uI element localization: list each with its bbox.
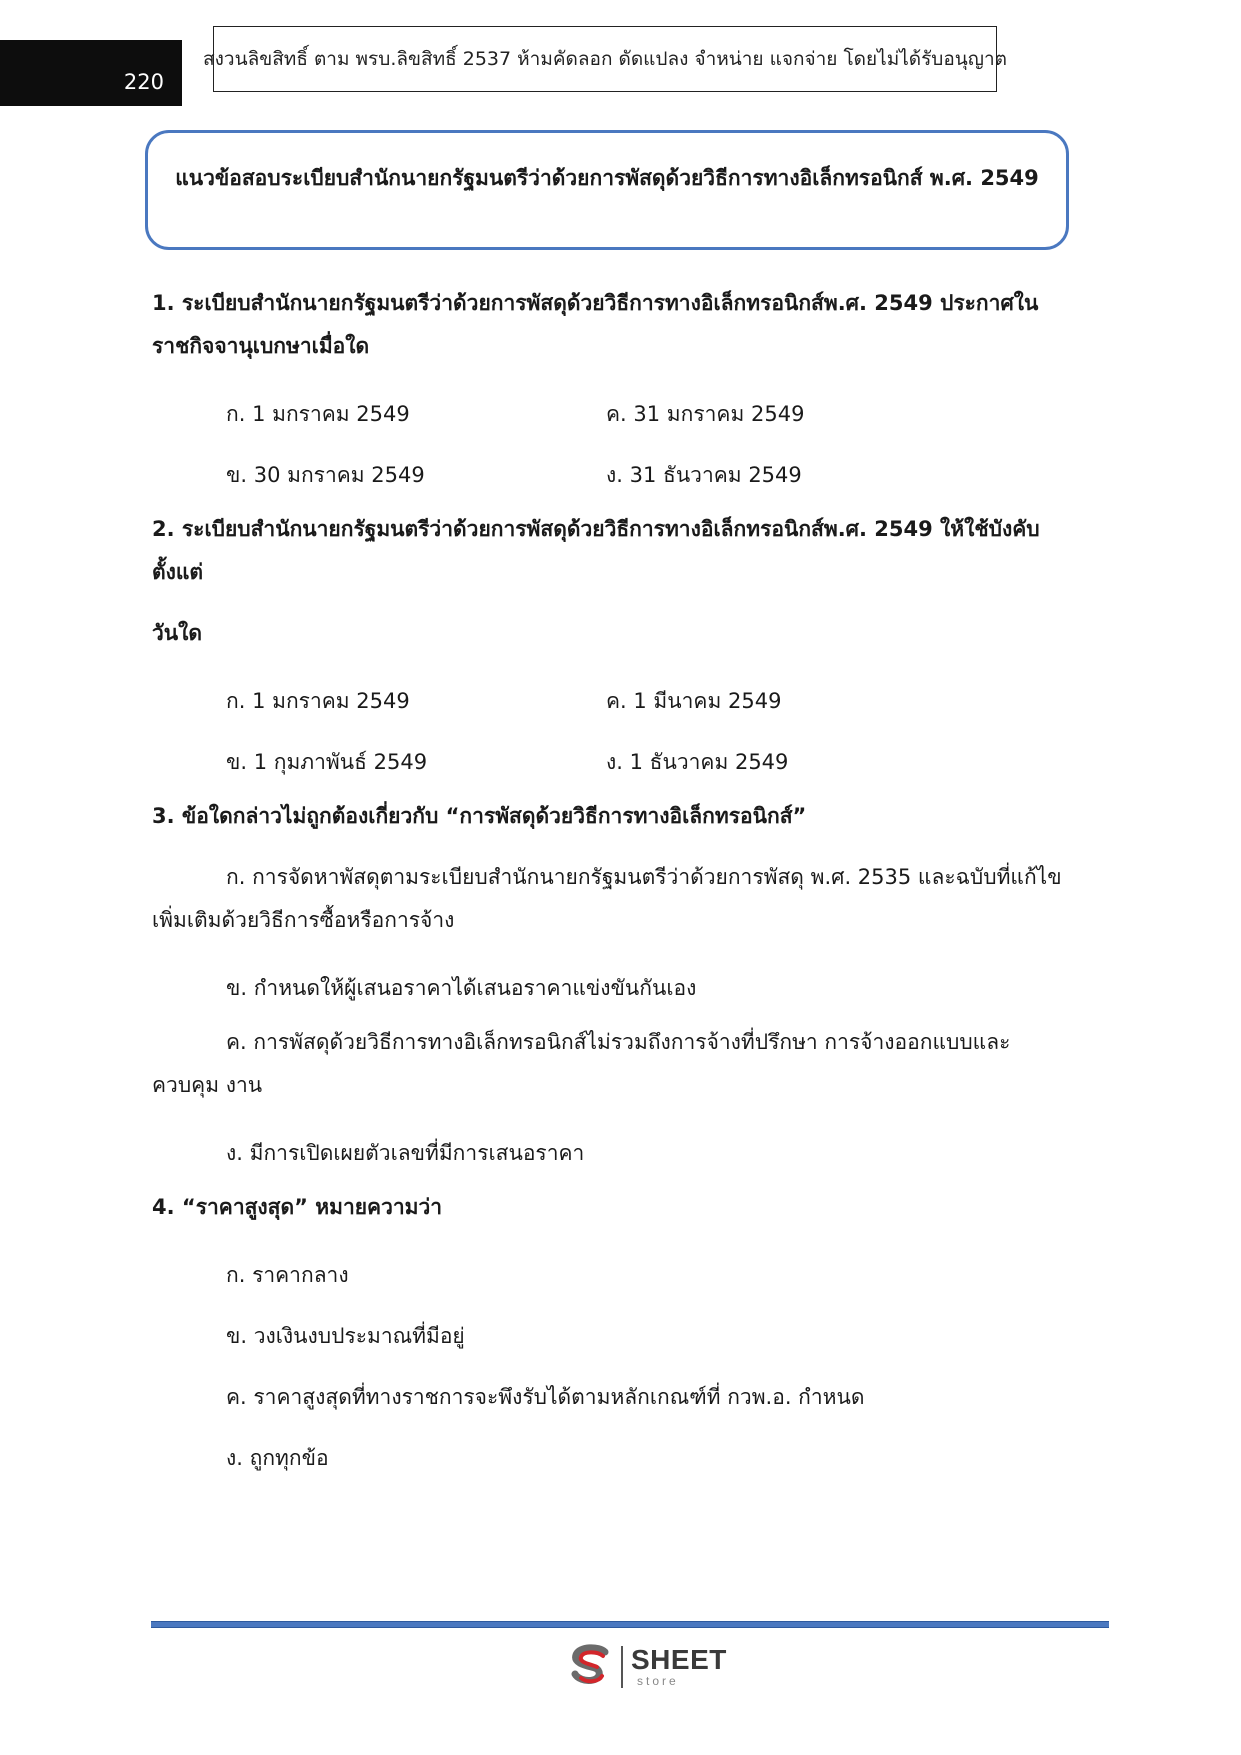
logo-subtext: store — [637, 1674, 679, 1688]
question-1-options-row-2 — [152, 447, 1062, 508]
question-1 — [152, 282, 1062, 508]
sheet-store-s-icon — [565, 1640, 617, 1692]
question-2-line-2: ตั้งแต่ — [152, 560, 204, 584]
question-2-options-row-2 — [152, 734, 1062, 795]
question-3-option-a-line-1: ก. การจัดหาพัสดุตามระเบียบสำนักนายกรัฐมนตรีว่าด้วยการพัสดุ พ.ศ. 2535 และฉบับที่แก้ไข — [226, 865, 1062, 889]
question-2-option-c: ค. 1 มีนาคม 2549 — [606, 689, 782, 713]
question-4-line-1: 4. “ราคาสูงสุด” หมายความว่า — [152, 1195, 443, 1219]
question-3-option-a-line-2: เพิ่มเติมด้วยวิธีการซื้อหรือการจ้าง — [152, 908, 455, 932]
question-3-option-c — [152, 1021, 1062, 1125]
question-3 — [152, 795, 1062, 1186]
question-4-option-a: ก. ราคากลาง — [226, 1263, 349, 1287]
question-4 — [152, 1186, 1062, 1491]
question-1-option-b: ข. 30 มกราคม 2549 — [226, 463, 425, 487]
question-2-option-b: ข. 1 กุมภาพันธ์ 2549 — [226, 750, 428, 774]
question-2-option-a: ก. 1 มกราคม 2549 — [226, 689, 410, 713]
question-1-option-a: ก. 1 มกราคม 2549 — [226, 402, 410, 426]
question-3-option-b: ข. กำหนดให้ผู้เสนอราคาได้เสนอราคาแข่งขันกันเอง — [226, 976, 697, 1000]
logo-text: SHEET — [631, 1644, 727, 1675]
question-2-option-d: ง. 1 ธันวาคม 2549 — [606, 750, 789, 774]
question-3-option-c-line-2: ควบคุม งาน — [152, 1073, 263, 1097]
question-2-line-3: วันใด — [152, 621, 203, 645]
question-1-option-c: ค. 31 มกราคม 2549 — [606, 402, 805, 426]
question-1-option-d: ง. 31 ธันวาคม 2549 — [606, 463, 802, 487]
logo-divider — [621, 1646, 623, 1688]
question-4-option-b: ข. วงเงินงบประมาณที่มีอยู่ — [226, 1324, 465, 1348]
question-3-line-1: 3. ข้อใดกล่าวไม่ถูกต้องเกี่ยวกับ “การพัสดุด้วยวิธีการทางอิเล็กทรอนิกส์” — [152, 804, 807, 828]
footer-rule — [151, 1621, 1109, 1628]
question-3-option-d: ง. มีการเปิดเผยตัวเลขที่มีการเสนอราคา — [226, 1141, 585, 1165]
question-4-option-d: ง. ถูกทุกข้อ — [226, 1446, 329, 1470]
page-number: 220 — [123, 70, 164, 94]
question-1-line-2: ราชกิจจานุเบกษาเมื่อใด — [152, 334, 370, 358]
question-2-options-row-1 — [152, 673, 1062, 734]
sheet-store-logo — [565, 1640, 740, 1692]
question-list — [152, 282, 1062, 1491]
copyright-notice: สงวนลิขสิทธิ์ ตาม พรบ.ลิขสิทธิ์ 2537 ห้ามคัดลอก ดัดแปลง จำหน่าย แจกจ่าย โดยไม่ได้รับอนุญาต — [213, 26, 997, 92]
question-1-options-row-1 — [152, 386, 1062, 447]
question-3-option-c-line-1: ค. การพัสดุด้วยวิธีการทางอิเล็กทรอนิกส์ไม่รวมถึงการจ้างที่ปรึกษา การจ้างออกแบบและ — [226, 1030, 1011, 1054]
question-4-option-c: ค. ราคาสูงสุดที่ทางราชการจะพึงรับได้ตามหลักเกณฑ์ที่ กวพ.อ. กำหนด — [226, 1385, 865, 1409]
question-1-line-1: 1. ระเบียบสำนักนายกรัฐมนตรีว่าด้วยการพัสดุด้วยวิธีการทางอิเล็กทรอนิกส์พ.ศ. 2549 ประกาศใน — [152, 291, 1039, 315]
question-3-option-a — [152, 856, 1062, 960]
title-box — [145, 130, 1069, 250]
question-2 — [152, 508, 1062, 795]
page-title: แนวข้อสอบระเบียบสำนักนายกรัฐมนตรีว่าด้วยการพัสดุด้วยวิธีการทางอิเล็กทรอนิกส์ พ.ศ. 2549 — [175, 165, 1039, 190]
question-2-line-1: 2. ระเบียบสำนักนายกรัฐมนตรีว่าด้วยการพัสดุด้วยวิธีการทางอิเล็กทรอนิกส์พ.ศ. 2549 ให้ใช้บังคับ — [152, 517, 1040, 541]
page-number-box — [0, 40, 182, 106]
